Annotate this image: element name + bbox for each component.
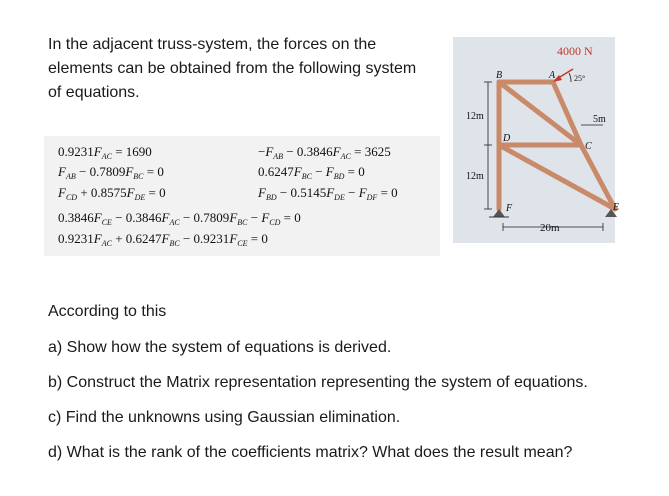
node-label-d: D bbox=[503, 133, 511, 144]
node-label-a: A bbox=[549, 70, 556, 81]
dimension-label-offset: 5m bbox=[593, 114, 606, 125]
dimension-label-top: 12m bbox=[466, 111, 484, 122]
node-label-f: F bbox=[506, 203, 513, 214]
equation-5: $0.6247F_{BC} - F_{BD} = 0$ bbox=[258, 164, 365, 181]
equation-4: $-F_{AB} - 0.3846F_{AC} = 3625$ bbox=[258, 144, 391, 161]
question-d: d) What is the rank of the coefficients matrix? What does the result mean? bbox=[48, 444, 573, 461]
load-arrow bbox=[553, 69, 573, 82]
equations-image bbox=[44, 136, 440, 256]
equation-3: $F_{CD} + 0.8575F_{DE} = 0$ bbox=[58, 185, 166, 202]
truss-members bbox=[499, 82, 615, 209]
equation-6: $F_{BD} - 0.5145F_{DE} - F_{DF} = 0$ bbox=[258, 185, 398, 202]
question-b: b) Construct the Matrix representation representing the system of equations. bbox=[48, 374, 588, 391]
truss-figure bbox=[453, 37, 620, 243]
load-label: 4000 N bbox=[557, 44, 593, 58]
question-a: a) Show how the system of equations is derived. bbox=[48, 339, 392, 356]
equation-2: $F_{AB} - 0.7809F_{BC} = 0$ bbox=[58, 164, 164, 181]
equation-7: $0.3846F_{CE} - 0.3846F_{AC} - 0.7809F_{BC} - F_{CD} = 0$ bbox=[58, 210, 301, 227]
node-label-e: E bbox=[613, 202, 620, 213]
truss-diagram bbox=[453, 37, 620, 243]
equation-8: $0.9231F_{AC} + 0.6247F_{BC} - 0.9231F_{CE} = 0$ bbox=[58, 231, 268, 248]
dimension-label-bottom: 12m bbox=[466, 171, 484, 182]
node-label-c: C bbox=[585, 141, 592, 152]
dimension-label-width: 20m bbox=[540, 222, 560, 234]
equation-1: $0.9231F_{AC} = 1690$ bbox=[58, 144, 152, 161]
lead-text: According to this bbox=[48, 303, 167, 320]
question-c: c) Find the unknowns using Gaussian elimination. bbox=[48, 409, 401, 426]
intro-paragraph: In the adjacent truss-system, the forces on the elements can be obtained from the following system of equations. bbox=[48, 36, 417, 101]
angle-label: 25° bbox=[574, 74, 586, 83]
node-label-b: B bbox=[496, 70, 503, 81]
